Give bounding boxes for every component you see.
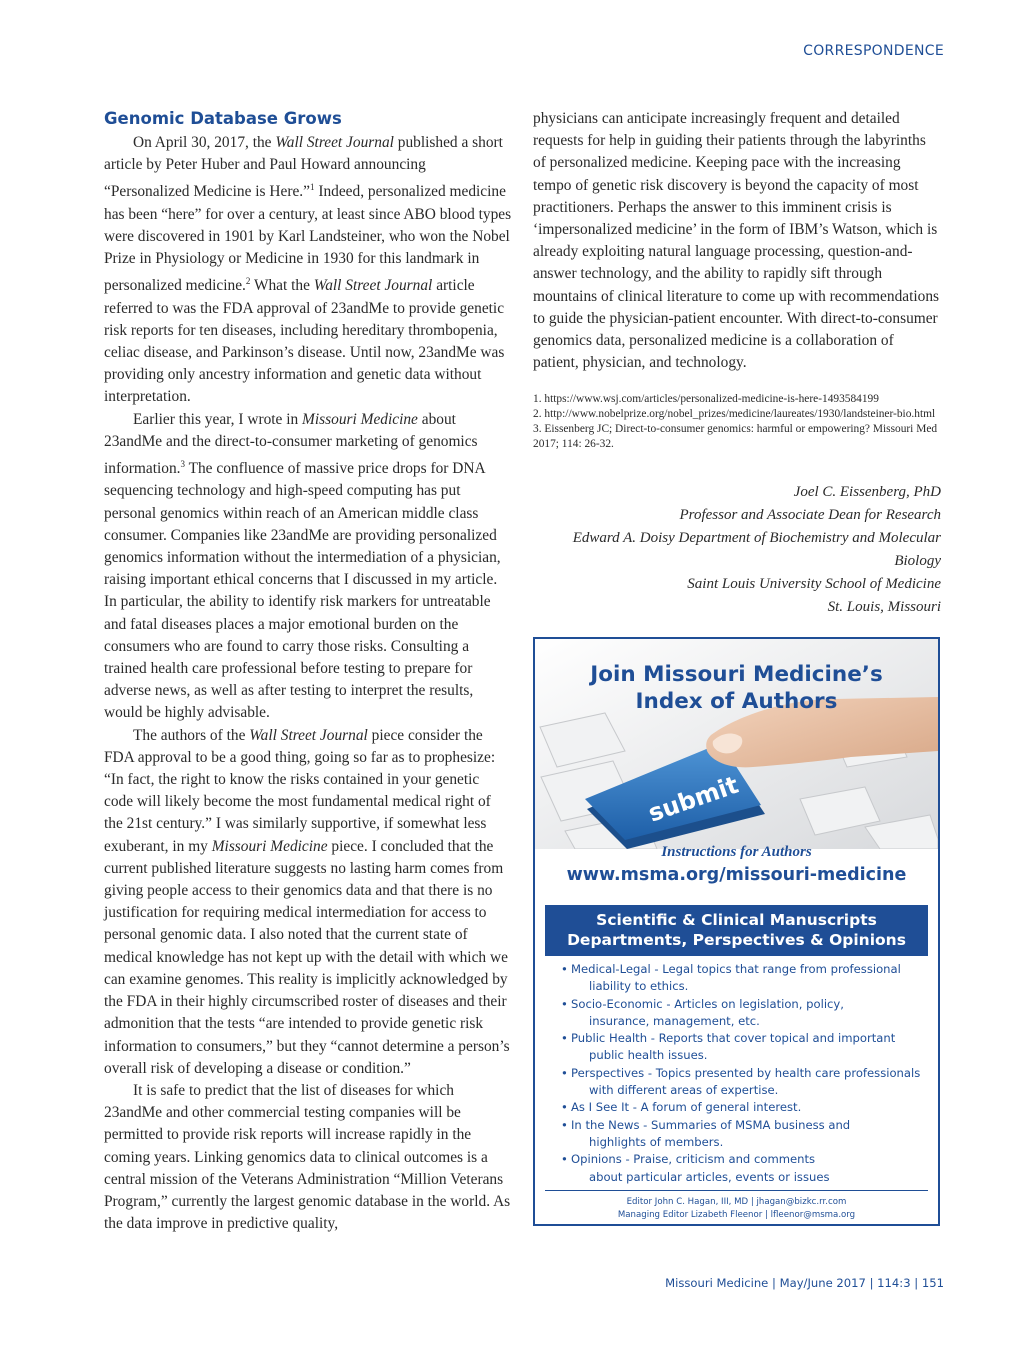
author-department: Edward A. Doisy Department of Biochemistry and Molecular Biology	[572, 530, 941, 570]
bullet-icon: •	[561, 996, 568, 1011]
article-title: Genomic Database Grows	[104, 109, 342, 128]
article-column-left	[104, 108, 512, 1235]
list-item: • Perspectives - Topics presented by health care professionals with different areas of expertise.	[561, 1065, 921, 1098]
editor-credit: Editor John C. Hagan, III, MD | jhagan@bizkc.rr.com	[626, 1197, 847, 1207]
list-item: • As I See It - A forum of general interest.	[571, 1099, 931, 1116]
page-footer: Missouri Medicine | May/June 2017 | 114:3 | 151	[665, 1276, 944, 1290]
editor-credits	[535, 1196, 938, 1221]
reference-item: 2. http://www.nobelprize.org/nobel_prizes/medicine/laureates/1930/landsteiner-bio.html	[533, 408, 936, 421]
banner-line: Departments, Perspectives & Opinions	[567, 931, 906, 949]
bullet-icon: •	[561, 1031, 568, 1046]
instructions-label: Instructions for Authors	[661, 844, 812, 860]
submit-key-label: submit	[644, 770, 742, 828]
author-school: Saint Louis University School of Medicine	[687, 576, 941, 593]
section-label: CORRESPONDENCE	[803, 43, 944, 59]
advertisement-box	[533, 637, 940, 1226]
paragraph-4: It is safe to predict that the list of diseases for which 23andMe and other commercial testing companies will be permitted to provide risk reports will increase rapidly in the coming years. Linking genomics data to clinical outcomes is a central mission of the Veterans Administration “Million Veterans Program,” currently the largest genomic database in the world. As the data improve in predictive quality,	[104, 1081, 511, 1233]
categories-list	[561, 961, 931, 1186]
ad-headline-line: Index of Authors	[635, 689, 838, 714]
list-item: • Public Health - Reports that cover topical and important public health issues.	[561, 1031, 896, 1063]
paragraph-2: Earlier this year, I wrote in Missouri Medicine about 23andMe and the direct-to-consumer marketing of genomics information.$^3$ The confluence of massive price drops for DNA sequencing technology and high-speed computing has put personal genomics within reach of an American middle class consumer. Companies like 23andMe are providing personalized genomics information without the intermediation of a physician, raising important ethical concerns that I discussed in my article. In particular, the ability to identify risk markers for untreatable and fatal diseases places a major emotional burden on the consumers who are found to carry those risks. Consulting a trained health care professional before testing to prepare for adverse news, as well as after testing to interpret the results, would be highly advisable.	[104, 410, 501, 722]
article-column-right	[533, 108, 941, 619]
list-item: • Socio-Economic - Articles on legislation, policy, insurance, management, etc.	[561, 996, 844, 1028]
managing-editor-credit: Managing Editor Lizabeth Fleenor | lfleenor@msma.org	[617, 1209, 856, 1220]
bullet-icon: •	[561, 962, 568, 976]
bullet-icon: •	[561, 1117, 568, 1132]
author-title: Professor and Associate Dean for Research	[679, 507, 941, 524]
bullet-icon: •	[561, 1152, 568, 1167]
ad-headline-line: Join Missouri Medicine’s	[590, 662, 883, 687]
reference-item: 1. https://www.wsj.com/articles/personalized-medicine-is-here-1493584199	[533, 393, 879, 406]
author-location: St. Louis, Missouri	[827, 599, 941, 616]
ad-headline	[535, 661, 938, 715]
author-name: Joel C. Eissenberg, PhD	[793, 484, 941, 501]
bullet-icon: •	[561, 1100, 568, 1115]
msma-link[interactable]: www.msma.org/missouri-medicine	[566, 865, 907, 885]
list-item: • Medical-Legal - Legal topics that range from professional liability to ethics.	[561, 962, 901, 994]
list-item: • Opinions - Praise, criticism and comments about particular articles, events or issues	[561, 1152, 830, 1184]
divider	[545, 1190, 928, 1191]
list-item: • In the News - Summaries of MSMA business and highlights of members.	[561, 1117, 851, 1149]
reference-item: 3. Eissenberg JC; Direct-to-consumer genomics: harmful or empowering? Missouri Med 2017; 114: 26-32.	[533, 423, 938, 451]
references	[533, 392, 941, 452]
paragraph-5: physicians can anticipate increasingly frequent and detailed requests for help in guiding their patients through the labyrinths of personalized medicine. Keeping pace with the increasing tempo of genetic risk discovery is beyond the capacity of most practitioners. Perhaps the answer to this imminent crisis is ‘impersonalized medicine’ in the form of IBM’s Watson, which is already exploiting natural language processing, question-and-answer technology, and the ability to rapidly sift through mountains of clinical literature to come up with recommendations to guide the physician-patient encounter. With direct-to-consumer genomics data, personalized medicine is a collaboration of patient, physician, and technology.	[533, 110, 940, 372]
banner-line: Scientific & Clinical Manuscripts	[596, 911, 877, 929]
paragraph-1: On April 30, 2017, the Wall Street Journal published a short article by Peter Huber and Paul Howard announcing “Personalized Medicine is Here.”$^1$ Indeed, personalized medicine has been “here” for over a century, at least since ABO blood types were discovered in 1901 by Karl Landsteiner, who won the Nobel Prize in Physiology or Medicine in 1930 for this landmark in personalized medicine.$^2$ What the Wall Street Journal article referred to was the FDA approval of 23andMe to provide genetic risk reports for ten diseases, including hereditary thrombopenia, celiac disease, and Parkinson’s disease. Until now, 23andMe was providing only ancestry information and genetic data without interpretation.	[104, 134, 512, 406]
bullet-icon: •	[561, 1065, 568, 1080]
author-signature	[533, 481, 941, 619]
paragraph-3: The authors of the Wall Street Journal piece consider the FDA approval to be a good thing, going so far as to prophesize: “In fact, the right to know the risks contained in your genetic code will likely become the most fundamental medical right of the 21st century.” I was similarly supportive, if somewhat less exuberant, in my Missouri Medicine piece. I concluded that the current published literature suggests no lasting harm comes from giving people access to their genomics data and that there is no justification for requiring medical intermediation for access to personal genomic data. I also noted that the current state of medical knowledge has not kept up with the detail with which we can examine genomes. This reality is implicitly acknowledged by the FDA in their highly circumscribed roster of diseases and their admonition that the tests “are intended to provide genetic risk information to consumers,” but they “cannot determine a person’s overall risk of developing a disease or condition.”	[104, 726, 510, 1077]
manuscripts-banner	[545, 905, 928, 956]
